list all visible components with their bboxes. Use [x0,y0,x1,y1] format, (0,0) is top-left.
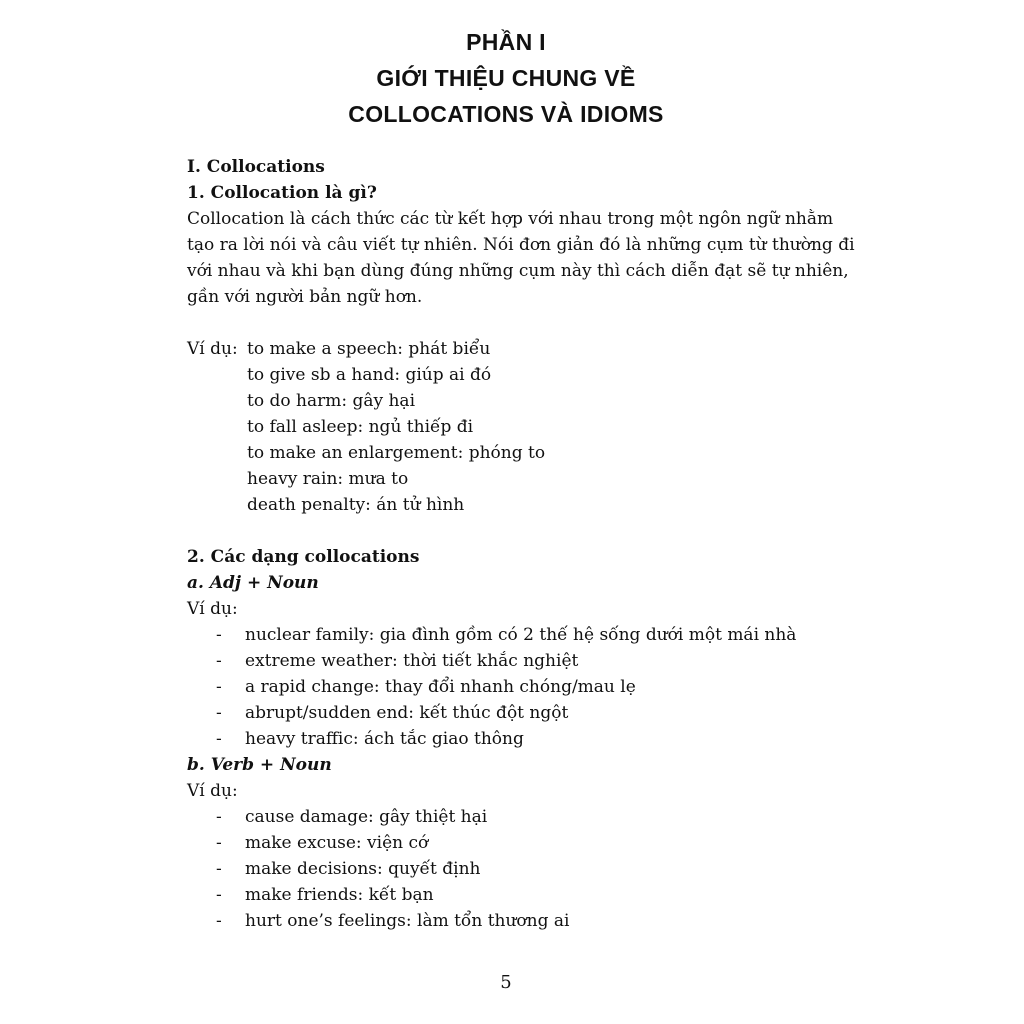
example-row [187,336,847,362]
list-item-text: abrupt/sudden end: kết thúc đột ngột [245,703,569,723]
dash-marker: - [216,729,222,749]
list-item [187,726,847,752]
list-item-text: make excuse: viện cớ [245,833,429,853]
list-item [187,856,847,882]
dash-marker: - [216,859,222,879]
dash-marker: - [216,807,222,827]
dash-marker: - [216,625,222,645]
spacer [187,310,847,336]
example-item: death penalty: án tử hình [247,495,465,515]
list-item [187,648,847,674]
example-list [187,336,847,518]
list-item [187,908,847,934]
body-text [187,154,855,934]
dash-marker: - [216,911,222,931]
list-item-text: nuclear family: gia đình gồm có 2 thế hệ sống dưới một mái nhà [245,625,797,645]
list-item-text: make decisions: quyết định [245,859,481,879]
example-label: Ví dụ: [187,599,238,619]
example-item: to make a speech: phát biểu [247,339,491,359]
page-number: 5 [500,972,512,993]
title-line-2: GIỚI THIỆU CHUNG VỀ [376,65,636,91]
section-heading: I. Collocations [187,157,325,177]
subsection-heading-1: 1. Collocation là gì? [187,183,377,203]
chapter-title [0,24,1012,132]
list-item [187,622,847,648]
paragraph-line: với nhau và khi bạn dùng đúng những cụm này thì cách diễn đạt sẽ tự nhiên, [187,261,849,281]
list-item [187,700,847,726]
dash-marker: - [216,703,222,723]
title-line-3: COLLOCATIONS VÀ IDIOMS [348,101,664,127]
paragraph-line: gần với người bản ngữ hơn. [187,287,423,307]
title-line-1: PHẦN I [466,29,546,55]
list-item-text: a rapid change: thay đổi nhanh chóng/mau lẹ [245,677,636,697]
example-item: to fall asleep: ngủ thiếp đi [247,417,474,437]
dash-marker: - [216,677,222,697]
dash-marker: - [216,885,222,905]
definition-paragraph [187,206,855,310]
list-item-text: make friends: kết bạn [245,885,434,905]
subheading-adj-noun: a. Adj + Noun [187,573,319,593]
dash-marker: - [216,651,222,671]
list-item [187,882,847,908]
example-item: to make an enlargement: phóng to [247,443,546,463]
adj-noun-list [187,622,847,752]
subheading-verb-noun: b. Verb + Noun [187,755,332,775]
paragraph-line: tạo ra lời nói và câu viết tự nhiên. Nói đơn giản đó là những cụm từ thường đi [187,235,855,255]
list-item-text: heavy traffic: ách tắc giao thông [245,729,524,749]
spacer [187,518,847,544]
list-item-text: extreme weather: thời tiết khắc nghiệt [245,651,579,671]
example-label: Ví dụ: [187,781,238,801]
example-item: to do harm: gây hại [247,391,415,411]
example-item: heavy rain: mưa to [247,469,409,489]
list-item [187,830,847,856]
list-item [187,804,847,830]
list-item-text: hurt one’s feelings: làm tổn thương ai [245,911,570,931]
subsection-heading-2: 2. Các dạng collocations [187,547,420,567]
list-item [187,674,847,700]
list-item-text: cause damage: gây thiệt hại [245,807,488,827]
example-item: to give sb a hand: giúp ai đó [247,365,492,385]
dash-marker: - [216,833,222,853]
paragraph-line: Collocation là cách thức các từ kết hợp với nhau trong một ngôn ngữ nhằm [187,209,834,229]
verb-noun-list [187,804,847,934]
example-label: Ví dụ: [187,339,238,359]
